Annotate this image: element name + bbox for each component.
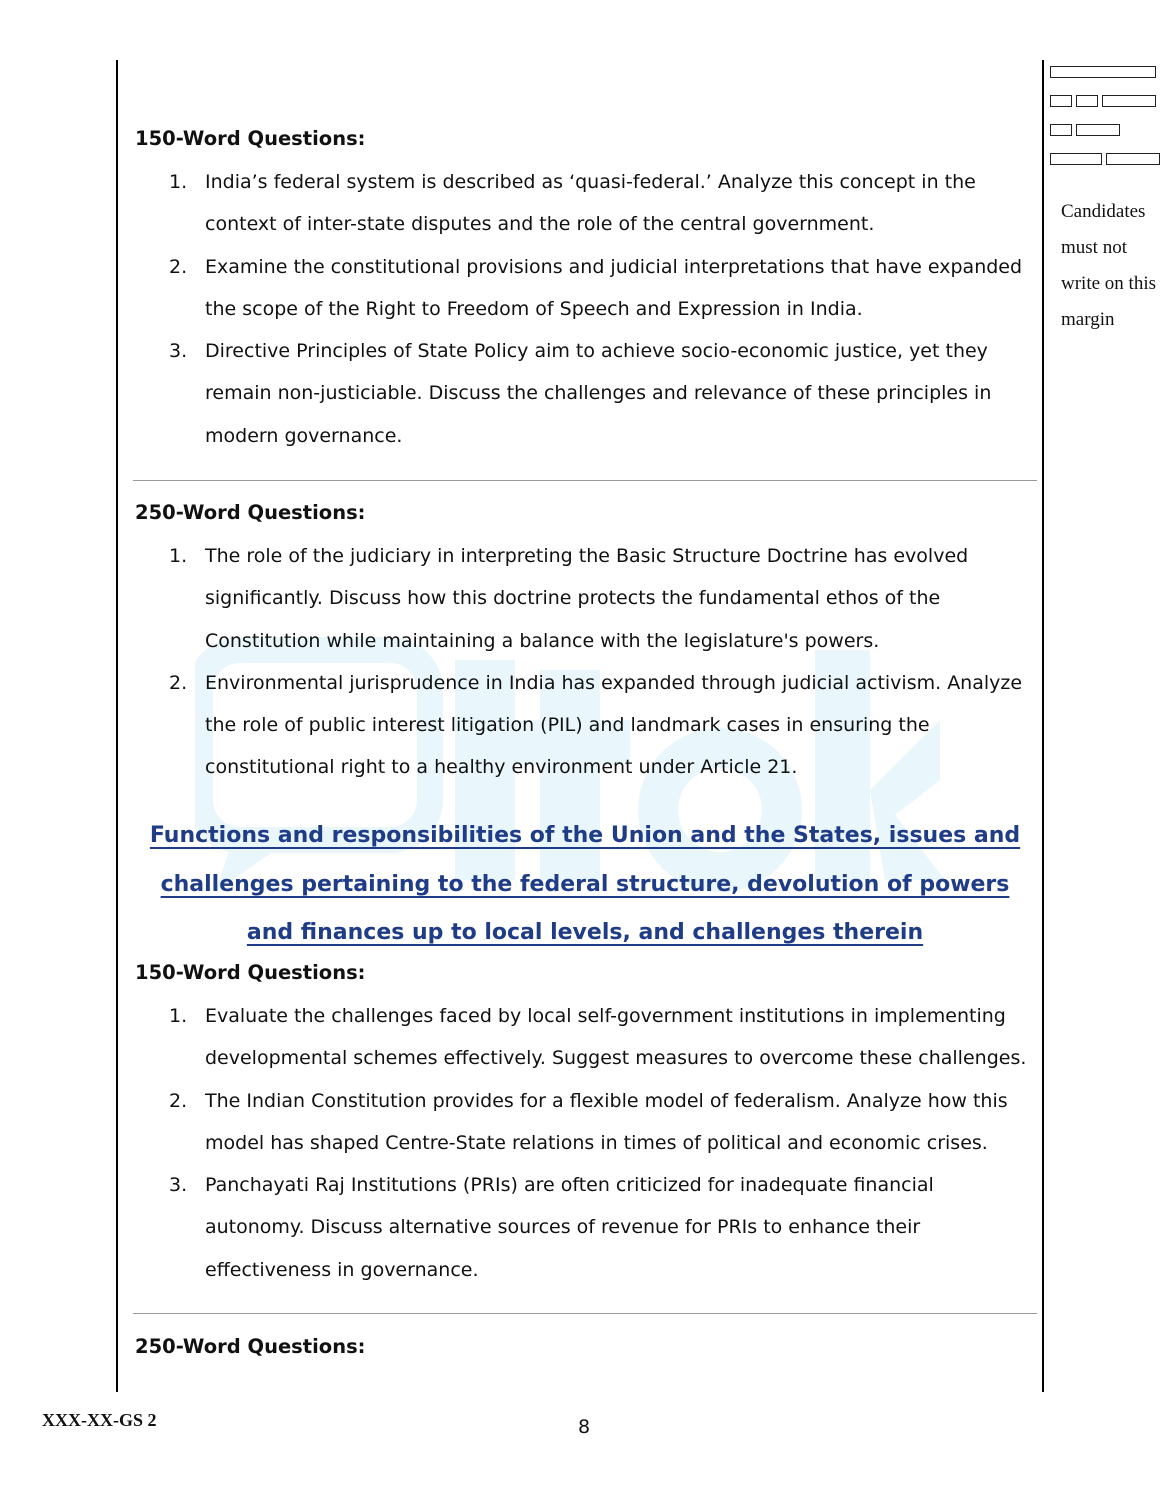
redacted-row (1050, 153, 1162, 165)
left-margin-line (116, 60, 118, 1392)
section-heading: 150-Word Questions: (135, 127, 366, 150)
list-item (135, 1080, 1035, 1165)
section-heading: 150-Word Questions: (135, 961, 366, 984)
list-item (135, 662, 1035, 789)
margin-note: Candidates must not write on this margin (1061, 201, 1156, 330)
section-150-word-1 (135, 125, 1035, 457)
section-heading: 250-Word Questions: (135, 501, 366, 524)
section-divider (133, 1313, 1037, 1314)
list-item (135, 995, 1035, 1080)
question-number: 1. (169, 1005, 188, 1027)
question-text: Examine the constitutional provisions and judicial interpretations that have expanded the scope of the Right to Freedom of Speech and Expression in India. (205, 255, 1023, 320)
redacted-row (1050, 95, 1162, 107)
topic-title: Functions and responsibilities of the Union and the States, issues and challenges pertaining to the federal structure, devolution of powers and finances up to local levels, and challenges therein (149, 823, 1021, 945)
question-text: Panchayati Raj Institutions (PRIs) are often criticized for inadequate financial autonomy. Discuss alternative sources of revenue for PRIs to enhance their effectiveness in governance. (205, 1174, 934, 1281)
redacted-row (1050, 66, 1162, 78)
question-text: Evaluate the challenges faced by local self-government institutions in implementing developmental schemes effectively. Suggest measures to overcome these challenges. (205, 1005, 1027, 1070)
list-item (135, 1164, 1035, 1291)
margin-redacted-text (1050, 66, 1162, 182)
section-heading: 250-Word Questions: (135, 1335, 366, 1358)
question-list (135, 995, 1035, 1291)
list-item (135, 161, 1035, 246)
question-number: 1. (169, 545, 188, 567)
list-item (135, 246, 1035, 331)
section-250-word-1 (135, 499, 1035, 789)
question-number: 2. (169, 255, 188, 278)
question-number: 2. (169, 1089, 188, 1112)
question-text: Environmental jurisprudence in India has expanded through judicial activism. Analyze the role of public interest litigation (PIL) and landmark cases in ensuring the constitutional right to a healthy environment under Article 21. (205, 671, 1023, 779)
question-number: 2. (169, 671, 188, 694)
question-list (135, 161, 1035, 457)
question-text: The Indian Constitution provides for a flexible model of federalism. Analyze how this model has shaped Centre-State relations in times of political and economic crises. (205, 1089, 1008, 1154)
question-number: 1. (169, 171, 188, 193)
question-number: 3. (169, 340, 188, 363)
question-number: 3. (169, 1174, 188, 1197)
question-text: Directive Principles of State Policy aim to achieve socio-economic justice, yet they remain non-justiciable. Discuss the challenges and relevance of these principles in modern governance. (205, 340, 992, 447)
question-list (135, 535, 1035, 789)
right-margin-line (1042, 60, 1044, 1392)
section-250-word-2 (135, 1333, 1035, 1361)
question-text: The role of the judiciary in interpreting the Basic Structure Doctrine has evolved significantly. Discuss how this doctrine protects the fundamental ethos of the Constitution while maintaining a balance with the legislature's powers. (205, 545, 969, 652)
page-number: 8 (578, 1416, 591, 1438)
question-text: India’s federal system is described as ‘quasi-federal.’ Analyze this concept in the context of inter-state disputes and the role of the central government. (205, 171, 976, 236)
redacted-row (1050, 124, 1162, 136)
section-150-word-2 (135, 959, 1035, 1291)
list-item (135, 535, 1035, 662)
section-divider (133, 480, 1037, 481)
paper-code: XXX-XX-GS 2 (42, 1410, 157, 1430)
list-item (135, 330, 1035, 457)
